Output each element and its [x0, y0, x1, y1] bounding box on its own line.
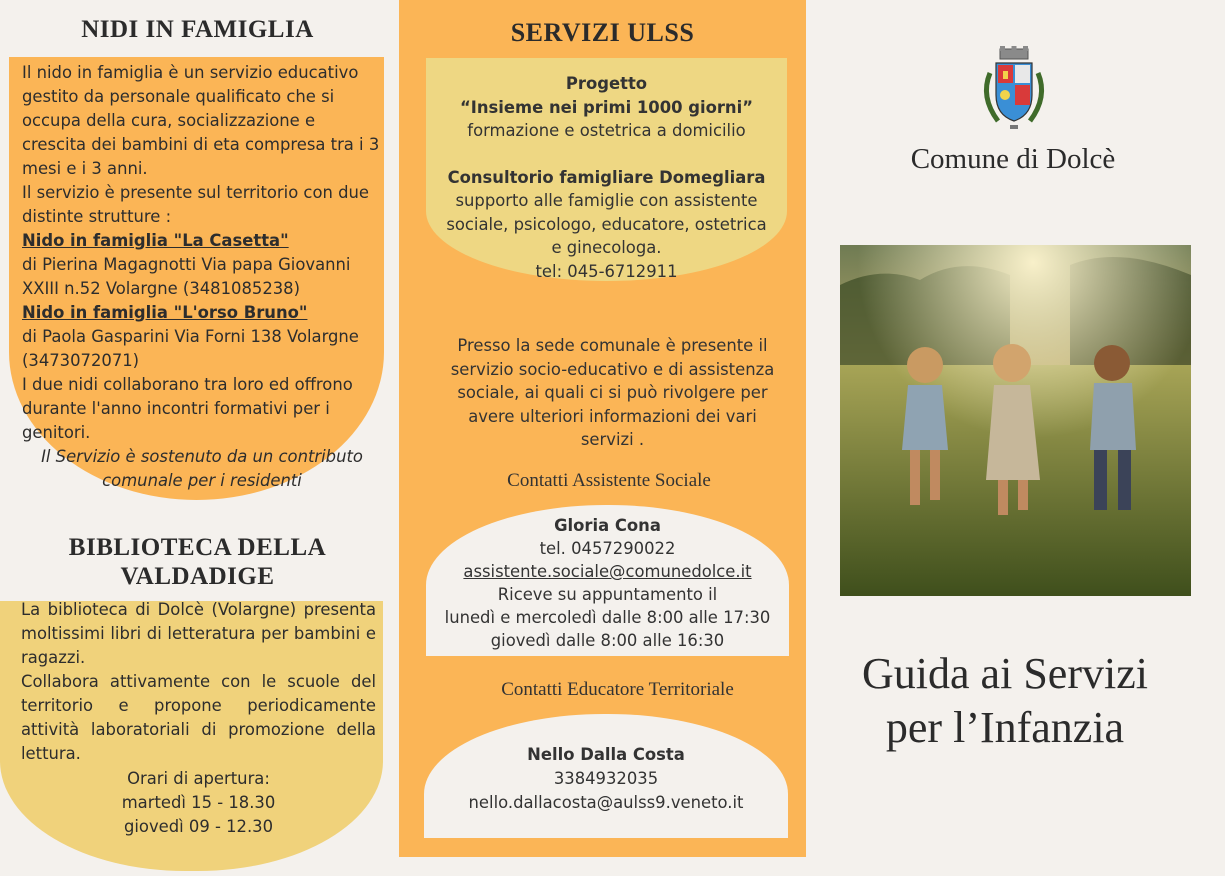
nidi-note: Il Servizio è sostenuto da un contributo comunale per i residenti — [41, 447, 363, 490]
assistente-name: Gloria Cona — [554, 516, 661, 535]
biblioteca-p1: La biblioteca di Dolcè (Volargne) presenta moltissimi libri di letteratura per bambini e ragazzi. — [21, 600, 376, 667]
nido1-info: di Pierina Magagnotti Via papa Giovanni XXIII n.52 Volargne (3481085238) — [22, 255, 351, 298]
biblioteca-hours — [21, 767, 376, 839]
nidi-intro: Il nido in famiglia è un servizio educativo gestito da personale qualificato che si occupa della cura, socializzazione e crescita dei bambini di eta compresa tra i 3 mesi e i 3 anni. — [22, 63, 380, 178]
presso-text: Presso la sede comunale è presente il servizio socio-educativo e di assistenza sociale, ai quali ci si può rivolgere per avere ulteriori informazioni dei vari servizi . — [450, 336, 775, 449]
consultorio-desc: supporto alle famiglie con assistente sociale, psicologo, educatore, ostetrica e ginecologa. — [446, 191, 767, 257]
ulss-title: SERVIZI ULSS — [510, 18, 695, 47]
consultorio-name: Consultorio famigliare Domegliara — [447, 167, 766, 187]
educatore-title: Contatti Educatore Territoriale — [501, 679, 734, 700]
assistente-tel: tel. 0457290022 — [539, 539, 676, 558]
progetto-label: Progetto — [565, 74, 648, 93]
comune-name: Comune di Dolcè — [910, 143, 1116, 175]
assistente-title: Contatti Assistente Sociale — [507, 470, 711, 491]
biblioteca-title: BIBLIOTECA DELLA VALDADIGE — [68, 534, 327, 590]
ulss-text — [426, 72, 787, 283]
nido1-name: Nido in famiglia "La Casetta" — [22, 231, 289, 250]
nido2-info: di Paola Gasparini Via Forni 138 Volargne (3473072071) — [22, 327, 359, 370]
educatore-email[interactable]: nello.dallacosta@aulss9.veneto.it — [468, 793, 744, 812]
assistente-rec2: lunedì e mercoledì dalle 8:00 alle 17:30 — [444, 608, 771, 627]
biblioteca-text — [21, 598, 376, 766]
nidi-text — [22, 61, 382, 493]
nidi-collab: I due nidi collaborano tra loro ed offrono durante l'anno incontri formativi per i genitori. — [22, 375, 353, 442]
consultorio-tel: tel: 045-6712911 — [535, 261, 678, 281]
nidi-presence: Il servizio è presente sul territorio con due distinte strutture : — [22, 183, 369, 226]
children-running-photo — [840, 245, 1191, 596]
assistente-rec1: Riceve su appuntamento il — [497, 585, 718, 604]
progetto-desc: formazione e ostetrica a domicilio — [467, 121, 746, 140]
assistente-text — [426, 514, 789, 652]
nido2-name: Nido in famiglia "L'orso Bruno" — [22, 303, 308, 322]
nidi-title: NIDI IN FAMIGLIA — [81, 16, 314, 43]
biblioteca-p2: Collabora attivamente con le scuole del territorio e propone periodicamente attività laboratoriali di promozione della lettura. — [21, 672, 376, 763]
educatore-tel: 3384932035 — [553, 769, 659, 788]
progetto-name: “Insieme nei primi 1000 giorni” — [460, 97, 753, 117]
guide-title — [830, 647, 1180, 755]
educatore-text — [424, 743, 788, 815]
hours-thursday: giovedì 09 - 12.30 — [123, 817, 274, 836]
educatore-name: Nello Dalla Costa — [527, 745, 685, 764]
hours-label: Orari di apertura: — [127, 769, 270, 788]
coat-of-arms-icon — [976, 45, 1052, 131]
guide-title-line1: Guida ai Servizi — [862, 649, 1148, 698]
assistente-email-link[interactable]: assistente.sociale@comunedolce.it — [463, 562, 752, 581]
assistente-rec3: giovedì dalle 8:00 alle 16:30 — [490, 631, 725, 650]
hours-tuesday: martedì 15 - 18.30 — [121, 793, 276, 812]
guide-title-line2: per l’Infanzia — [885, 703, 1125, 752]
